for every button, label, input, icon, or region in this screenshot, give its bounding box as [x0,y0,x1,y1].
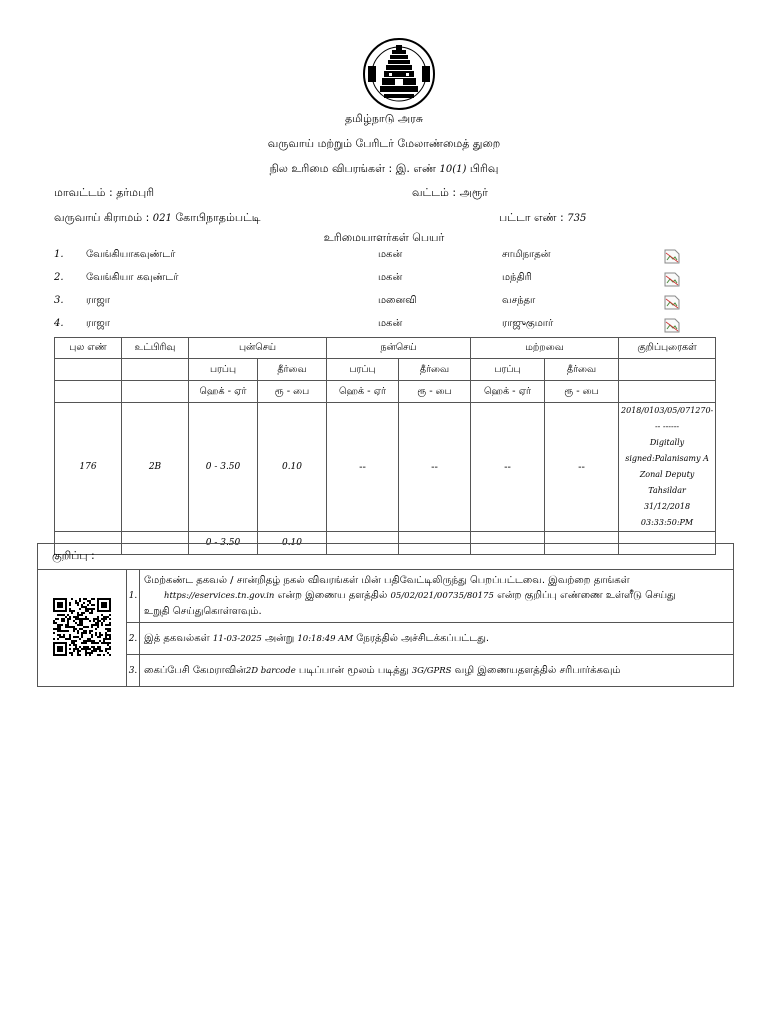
remarks-line: 31/12/2018 [643,502,691,511]
subheader-area: பரப்பு [189,359,258,381]
taluk-field: வட்டம் : அரூர் [412,186,488,199]
unit-rupee: ரூ - பை [399,381,471,403]
subdivision-cell: 2B [122,403,189,532]
table-units-row [55,381,716,403]
note-number: 3. [127,655,140,687]
other-tax-cell: -- [545,403,619,532]
header-nanjai: நன்செய் [327,338,471,359]
header-subdivision: உட்பிரிவு [122,338,189,359]
punjai-area-cell: 0 - 3.50 [189,403,258,532]
eservices-url: https://eservices.tn.gov.in [164,591,275,601]
owner-row [0,295,768,313]
unit-hectare: ஹெக் - ஏர் [471,381,545,403]
owner-number: 2. [54,272,64,283]
document-title: நில உரிமை விபரங்கள் : இ. எண் 10(1) பிரிவு [269,162,499,175]
subheader-tax: தீர்வை [258,359,327,381]
department-title: வருவாய் மற்றும் பேரிடர் மேலாண்மைத் துறை [267,137,501,150]
remarks-line: 03:33:50:PM [640,518,694,527]
subheader-area: பரப்பு [327,359,399,381]
remarks-cell [619,403,716,532]
survey-no-cell: 176 [55,403,122,532]
note-number: 1. [127,570,140,623]
owner-name: வேங்கியாகவுண்டர் [86,249,176,260]
owner-relation: மனைவி [378,295,417,306]
header-punjai: புன்செய் [189,338,327,359]
remarks-line: 2018/0103/05/071270- [621,406,714,415]
subheader-area: பரப்பு [471,359,545,381]
owner-name: ராஜா [86,295,110,306]
owner-row [0,318,768,336]
village-field: வருவாய் கிராமம் : 021 கோபிநாதம்பட்டி [54,211,261,224]
owner-name: வேங்கியா கவுண்டர் [86,272,179,283]
owner-number: 1. [54,249,64,260]
note-item: கைப்பேசி கேமராவின்2D barcode படிப்பான் மூலம் படித்து 3G/GPRS வழி இணையதளத்தில் சரிபார்க்கவும் [140,655,734,687]
punjai-tax-cell: 0.10 [258,403,327,532]
reference-number: 05/02/021/00735/80175 [390,591,494,601]
nanjai-area-cell: -- [327,403,399,532]
unit-rupee: ரூ - பை [258,381,327,403]
broken-image-icon [664,249,680,264]
unit-rupee: ரூ - பை [545,381,619,403]
broken-image-icon [664,318,680,333]
table-header-row [55,338,716,359]
remarks-line: -- ------ [654,422,680,431]
note-table [37,543,734,687]
other-area-cell: -- [471,403,545,532]
owner-row [0,249,768,267]
owner-relative: ராஜுகுமார் [502,318,554,329]
table-subheader-row [55,359,716,381]
note-item: மேற்கண்ட தகவல் / சான்றிதழ் நகல் விவரங்கள் மின் பதிவேட்டிலிருந்து பெறப்பட்டவை. இவற்றை தாங்கள் https://eservices.tn.gov.in என்ற இணைய தளத்தில் 05/02/021/00735/80175 என்ற குறிப்பு எண்ணை உள்ளீடு செய்து உறுதி செய்துகொள்ளவும். [140,570,734,623]
unit-hectare: ஹெக் - ஏர் [327,381,399,403]
header-remarks: குறிப்புரைகள் [619,338,716,359]
subheader-tax: தீர்வை [545,359,619,381]
patta-field: பட்டா எண் : 735 [499,211,587,224]
government-title: தமிழ்நாடு அரசு [344,112,424,125]
note-number: 2. [127,623,140,655]
owner-row [0,272,768,290]
land-details-table [54,337,716,555]
header-survey-no: புல எண் [55,338,122,359]
owner-relative: வசந்தா [502,295,536,306]
qr-code-cell [38,570,127,687]
header-other: மற்றவை [471,338,619,359]
total-punjai-tax: 0.10 [258,532,327,555]
note-item: இத் தகவல்கள் 11-03-2025 அன்று 10:18:49 AM நேரத்தில் அச்சிடக்கப்பட்டது. [140,623,734,655]
remarks-line: Zonal Deputy Tahsildar [639,470,695,495]
district-field: மாவட்டம் : தர்மபுரி [54,186,155,199]
owner-number: 3. [54,295,64,306]
nanjai-tax-cell: -- [399,403,471,532]
remarks-line: signed:Palanisamy A [625,454,709,463]
print-time: 10:18:49 AM [297,633,354,644]
table-row [55,403,716,532]
owner-relation: மகன் [378,318,403,329]
broken-image-icon [664,295,680,310]
note-heading: குறிப்பு : [38,544,734,570]
tamil-nadu-emblem [362,36,436,112]
owner-relation: மகன் [378,272,403,283]
total-punjai-area: 0 - 3.50 [189,532,258,555]
owner-relative: சாமிநாதன் [502,249,551,260]
owners-title: உரிமையாளர்கள் பெயர் [323,231,445,244]
owner-name: ராஜா [86,318,110,329]
broken-image-icon [664,272,680,287]
owner-relative: மந்திரி [502,272,532,283]
owner-relation: மகன் [378,249,403,260]
subheader-tax: தீர்வை [399,359,471,381]
print-date: 11-03-2025 [212,633,262,644]
qr-code [53,598,111,656]
remarks-line: Digitally [649,438,685,447]
unit-hectare: ஹெக் - ஏர் [189,381,258,403]
owner-number: 4. [54,318,64,329]
